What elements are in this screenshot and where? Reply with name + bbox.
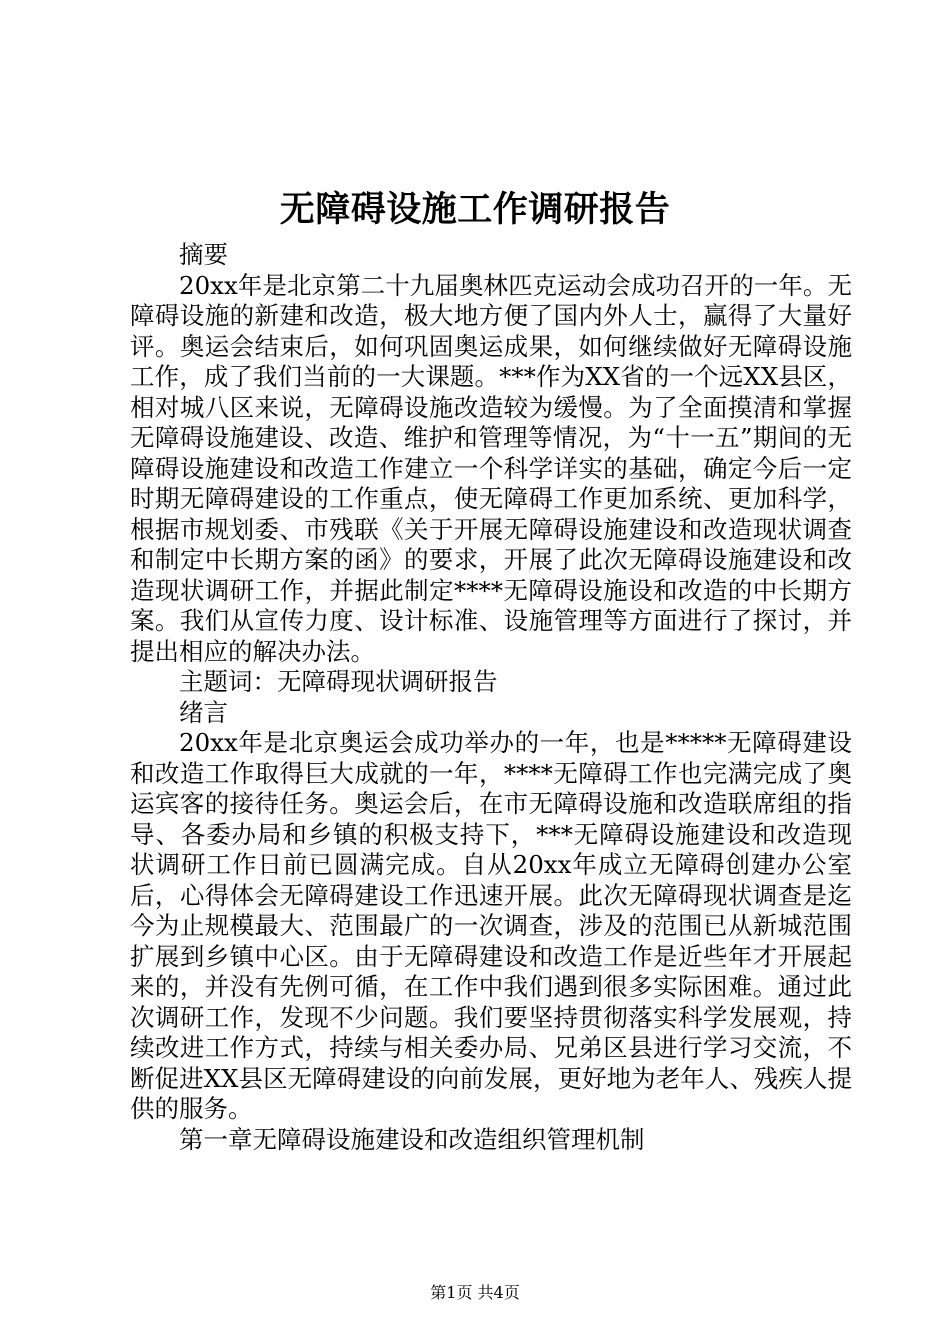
keywords-line: 主题词：无障碍现状调研报告: [179, 667, 498, 696]
introduction-heading: 绪言: [179, 697, 228, 727]
introduction-paragraph: 20xx年是北京奥运会成功举办的一年，也是*****无障碍建设和改造工作取得巨大成就的一年，****无障碍工作也完满完成了奥运宾客的接待任务。奥运会后，在市无障碍设施和改造联席组的指导、各委办局和乡镇的积极支持下，***无障碍设施建设和改造现状调研工作日前已圆满完成。自从20xx年成立无障碍创建办公室后，心得体会无障碍建设工作迅速开展。此次无障碍现状调查是迄今为止规模最大、范围最广的一次调查，涉及的范围已从新城范围扩展到乡镇中心区。由于无障碍建设和改造工作是近些年才开展起来的，并没有先例可循，在工作中我们遇到很多实际困难。通过此次调研工作，发现不少问题。我们要坚持贯彻落实科学发展观，持续改进工作方式，持续与相关委办局、兄弟区县进行学习交流，不断促进XX县区无障碍建设的向前发展，更好地为老年人、残疾人提供的服务。: [130, 728, 852, 1123]
document-title: 无障碍设施工作调研报告: [279, 189, 671, 230]
chapter-one-heading: 第一章无障碍设施建设和改造组织管理机制: [179, 1124, 645, 1154]
abstract-paragraph: 20xx年是北京第二十九届奥林匹克运动会成功召开的一年。无障碍设施的新建和改造，极大地方便了国内外人士，赢得了大量好评。奥运会结束后，如何巩固奥运成果，如何继续做好无障碍设施工作，成了我们当前的一大课题。***作为XX省的一个远XX县区，相对城八区来说，无障碍设施改造较为缓慢。为了全面摸清和掌握无障碍设施建设、改造、维护和管理等情况，为“十一五”期间的无障碍设施建设和改造工作建立一个科学详实的基础，确定今后一定时期无障碍建设的工作重点，使无障碍工作更加系统、更加科学，根据市规划委、市残联《关于开展无障碍设施建设和改造现状调查和制定中长期方案的函》的要求，开展了此次无障碍设施建设和改造现状调研工作，并据此制定****无障碍设施设和改造的中长期方案。我们从宣传力度、设计标准、设施管理等方面进行了探讨，并提出相应的解决办法。: [130, 270, 852, 666]
page-number-footer: 第1页 共4页: [430, 1283, 520, 1302]
document-body: [130, 240, 852, 1155]
abstract-heading: 摘要: [179, 240, 228, 269]
